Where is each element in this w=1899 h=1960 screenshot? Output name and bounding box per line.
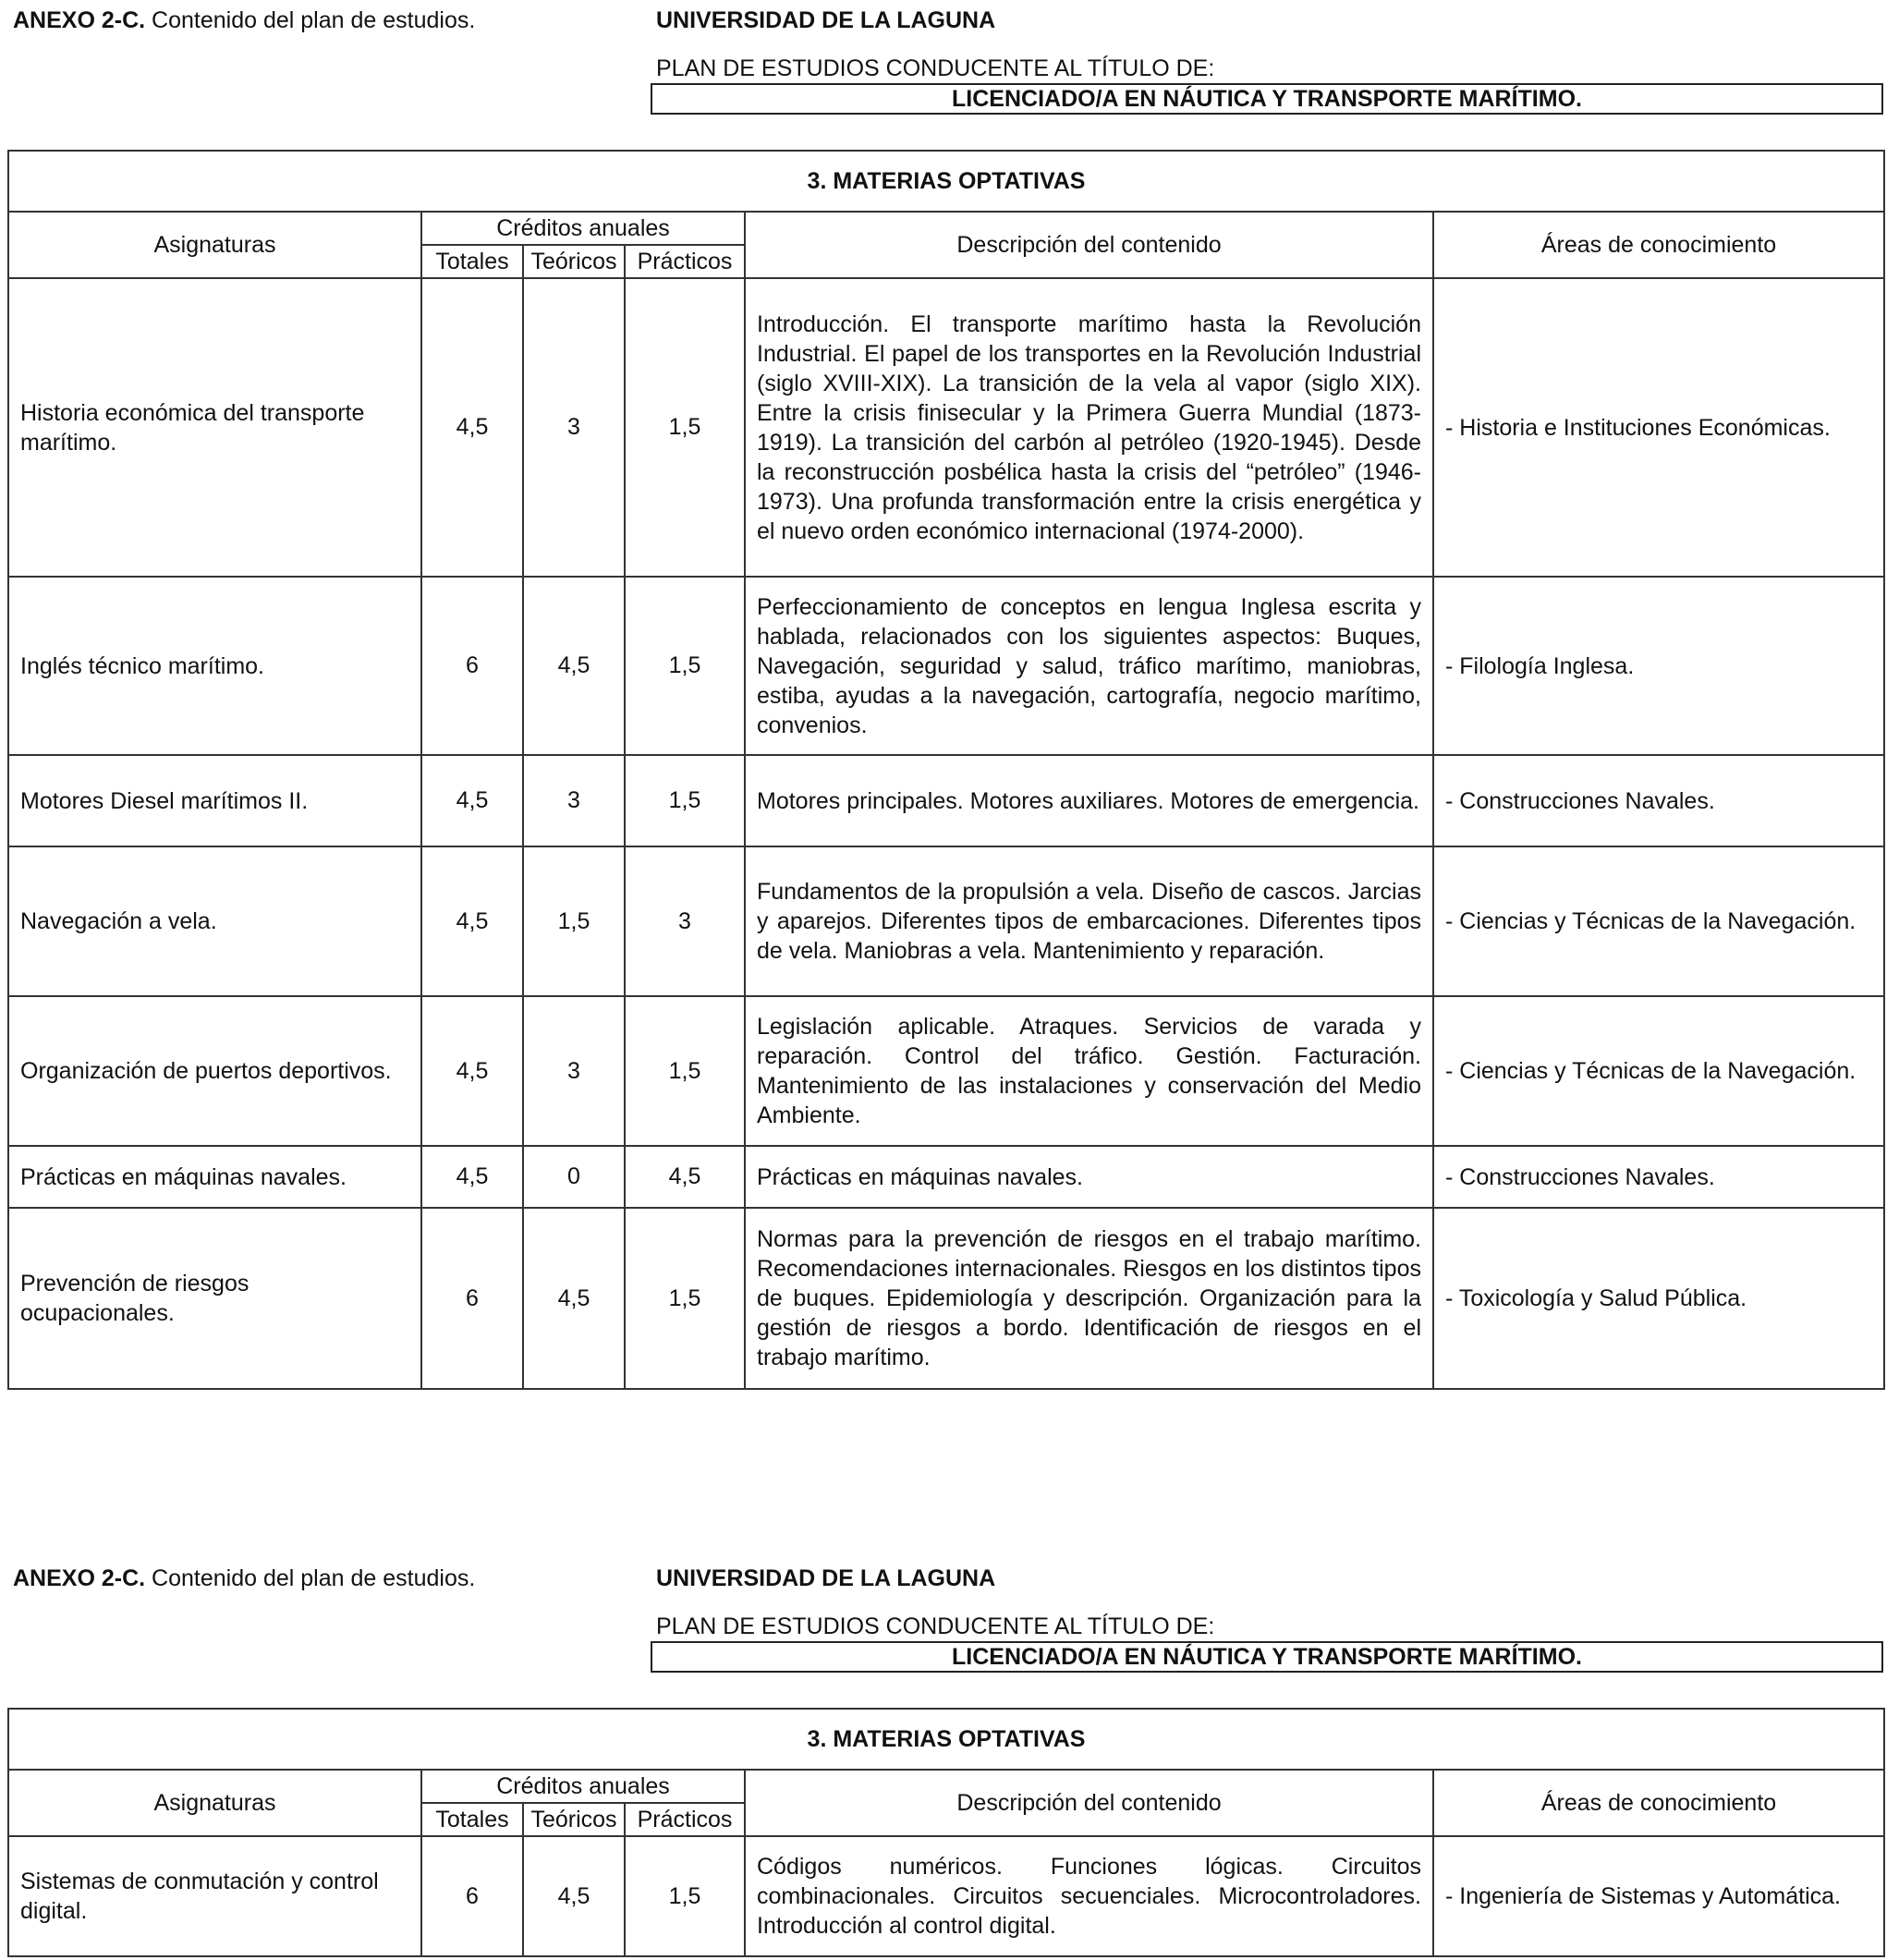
knowledge-area: - Filología Inglesa. (1433, 577, 1884, 755)
knowledge-area: - Ciencias y Técnicas de la Navegación. (1433, 996, 1884, 1146)
credits-theory: 4,5 (523, 1208, 625, 1389)
header-credits: Créditos anuales (421, 1770, 745, 1803)
subject-name: Sistemas de conmutación y control digital. (8, 1836, 421, 1956)
credits-practice: 3 (625, 846, 745, 996)
subject-name: Navegación a vela. (8, 846, 421, 996)
header-totals: Totales (421, 245, 523, 278)
credits-total: 4,5 (421, 996, 523, 1146)
credits-theory: 1,5 (523, 846, 625, 996)
credits-practice: 1,5 (625, 278, 745, 577)
knowledge-area: - Construcciones Navales. (1433, 1146, 1884, 1208)
header-description: Descripción del contenido (745, 212, 1433, 278)
university-name: UNIVERSIDAD DE LA LAGUNA (656, 7, 996, 33)
subject-name: Prevención de riesgos ocupacionales. (8, 1208, 421, 1389)
table-row (8, 755, 1884, 846)
header-areas: Áreas de conocimiento (1433, 212, 1884, 278)
credits-total: 4,5 (421, 846, 523, 996)
table-row (8, 996, 1884, 1146)
table-row (8, 1146, 1884, 1208)
credits-practice: 1,5 (625, 1836, 745, 1956)
subject-name: Inglés técnico marítimo. (8, 577, 421, 755)
credits-practice: 1,5 (625, 1208, 745, 1389)
credits-total: 4,5 (421, 1146, 523, 1208)
header-practice: Prácticos (625, 1803, 745, 1836)
header-subjects: Asignaturas (8, 212, 421, 278)
content-description: Fundamentos de la propulsión a vela. Diseño de cascos. Jarcias y aparejos. Diferentes tipos de embarcaciones. Diferentes tipos de vela. Maniobras a vela. Mantenimiento y reparación. (745, 846, 1433, 996)
knowledge-area: - Ingeniería de Sistemas y Automática. (1433, 1836, 1884, 1956)
header-theory: Teóricos (523, 245, 625, 278)
plan-label: PLAN DE ESTUDIOS CONDUCENTE AL TÍTULO DE: (656, 55, 1215, 81)
credits-total: 6 (421, 577, 523, 755)
content-description: Códigos numéricos. Funciones lógicas. Circuitos combinacionales. Circuitos secuenciales. Microcontroladores. Introducción al control digital. (745, 1836, 1433, 1956)
credits-theory: 0 (523, 1146, 625, 1208)
credits-practice: 1,5 (625, 577, 745, 755)
content-description: Normas para la prevención de riesgos en el trabajo marítimo. Recomendaciones internacionales. Riesgos en los distintos tipos de buques. Epidemiología y descripción. Organización para la gestión de riesgos a bordo. Identificación de riesgos en el trabajo marítimo. (745, 1208, 1433, 1389)
knowledge-area: - Historia e Instituciones Económicas. (1433, 278, 1884, 577)
credits-total: 4,5 (421, 278, 523, 577)
table-row (8, 577, 1884, 755)
credits-theory: 4,5 (523, 1836, 625, 1956)
header-practice: Prácticos (625, 245, 745, 278)
table-row (8, 846, 1884, 996)
content-description: Prácticas en máquinas navales. (745, 1146, 1433, 1208)
knowledge-area: - Toxicología y Salud Pública. (1433, 1208, 1884, 1389)
subject-name: Prácticas en máquinas navales. (8, 1146, 421, 1208)
header-areas: Áreas de conocimiento (1433, 1770, 1884, 1836)
content-description: Legislación aplicable. Atraques. Servicios de varada y reparación. Control del tráfico. Gestión. Facturación. Mantenimiento de las instalaciones y conservación del Medio Ambiente. (745, 996, 1433, 1146)
table-row (8, 1208, 1884, 1389)
anexo-label: ANEXO 2-C. Contenido del plan de estudios. (13, 1565, 476, 1591)
knowledge-area: - Ciencias y Técnicas de la Navegación. (1433, 846, 1884, 996)
university-name: UNIVERSIDAD DE LA LAGUNA (656, 1565, 996, 1591)
anexo-label: ANEXO 2-C. Contenido del plan de estudios. (13, 7, 476, 33)
content-description: Motores principales. Motores auxiliares. Motores de emergencia. (745, 755, 1433, 846)
header-theory: Teóricos (523, 1803, 625, 1836)
header-subjects: Asignaturas (8, 1770, 421, 1836)
section-title: 3. MATERIAS OPTATIVAS (8, 1709, 1884, 1770)
section-title: 3. MATERIAS OPTATIVAS (8, 151, 1884, 212)
credits-theory: 3 (523, 996, 625, 1146)
optional-subjects-table (7, 1708, 1885, 1957)
knowledge-area: - Construcciones Navales. (1433, 755, 1884, 846)
table-row (8, 278, 1884, 577)
credits-total: 6 (421, 1836, 523, 1956)
page-header (0, 0, 1899, 148)
credits-practice: 1,5 (625, 755, 745, 846)
content-description: Introducción. El transporte marítimo hasta la Revolución Industrial. El papel de los transportes en la Revolución Industrial (siglo XVIII-XIX). La transición de la vela al vapor (siglo XIX). Entre la crisis finisecular y la Primera Guerra Mundial (1873-1919). La transición del carbón al petróleo (1920-1945). Desde la reconstrucción posbélica hasta la crisis del “petróleo” (1946-1973). Una profunda transformación entre la crisis energética y el nuevo orden económico internacional (1974-2000). (745, 278, 1433, 577)
credits-theory: 3 (523, 755, 625, 846)
header-description: Descripción del contenido (745, 1770, 1433, 1836)
page-header (0, 1558, 1899, 1706)
optional-subjects-table (7, 150, 1885, 1390)
credits-practice: 1,5 (625, 996, 745, 1146)
subject-name: Historia económica del transporte marítimo. (8, 278, 421, 577)
subject-name: Motores Diesel marítimos II. (8, 755, 421, 846)
credits-theory: 4,5 (523, 577, 625, 755)
table-row (8, 1836, 1884, 1956)
header-credits: Créditos anuales (421, 212, 745, 245)
credits-theory: 3 (523, 278, 625, 577)
degree-title: LICENCIADO/A EN NÁUTICA Y TRANSPORTE MARÍTIMO. (651, 83, 1883, 115)
document-page-2 (0, 1558, 1899, 1939)
subject-name: Organización de puertos deportivos. (8, 996, 421, 1146)
credits-practice: 4,5 (625, 1146, 745, 1208)
degree-title: LICENCIADO/A EN NÁUTICA Y TRANSPORTE MARÍTIMO. (651, 1641, 1883, 1673)
plan-label: PLAN DE ESTUDIOS CONDUCENTE AL TÍTULO DE: (656, 1613, 1215, 1639)
credits-total: 6 (421, 1208, 523, 1389)
content-description: Perfeccionamiento de conceptos en lengua Inglesa escrita y hablada, relacionados con los siguientes aspectos: Buques, Navegación, seguridad y salud, tráfico marítimo, maniobras, estiba, ayudas a la navegación, cartografía, negocio marítimo, convenios. (745, 577, 1433, 755)
credits-total: 4,5 (421, 755, 523, 846)
header-totals: Totales (421, 1803, 523, 1836)
